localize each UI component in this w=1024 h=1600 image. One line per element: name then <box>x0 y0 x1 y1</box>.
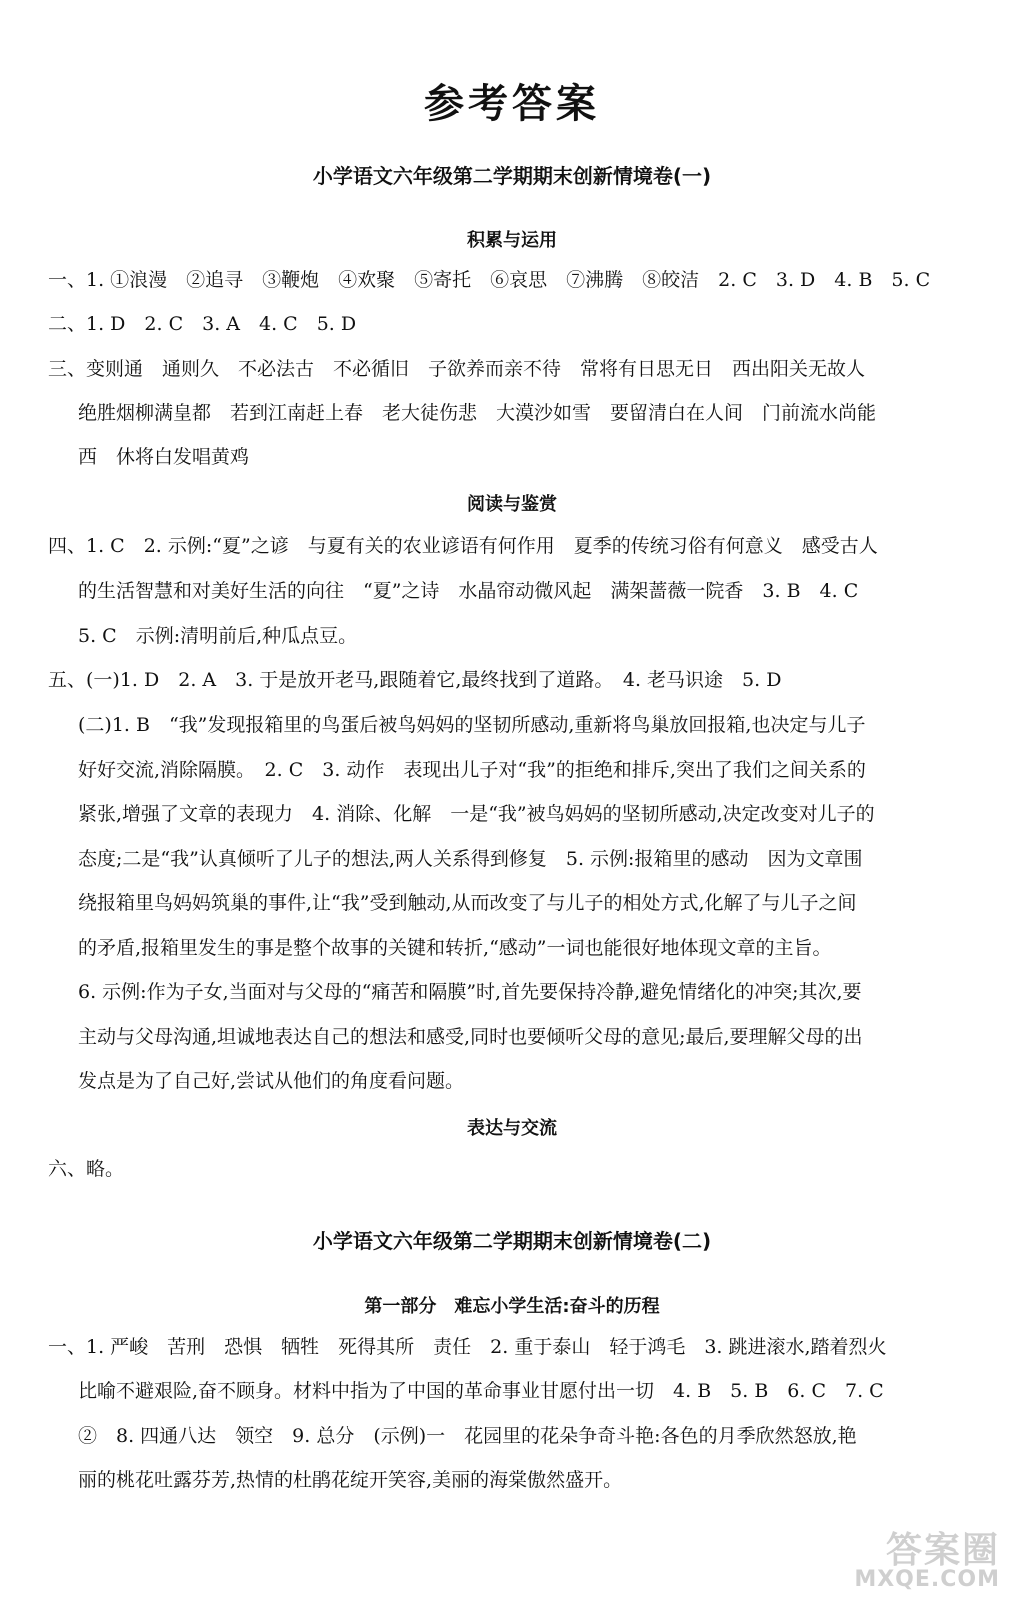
paper-1-title: 小学语文六年级第二学期期末创新情境卷(一) <box>312 164 712 188</box>
answer-line: 的生活智慧和对美好生活的向往 “夏”之诗 水晶帘动微风起 满架蔷薇一院香 3. B 4. C <box>78 580 859 602</box>
page-title: 参考答案 <box>424 81 600 127</box>
answer-line: 5. C 示例:清明前后,种瓜点豆。 <box>78 625 358 647</box>
watermark-text: 答案圈 <box>885 1530 1000 1571</box>
answer-line: 三、变则通 通则久 不必法古 不必循旧 子欲养而亲不待 常将有日思无日 西出阳关无故人 <box>48 358 866 380</box>
answer-line: 西 休将白发唱黄鸡 <box>78 446 250 468</box>
answer-line: 比喻不避艰险,奋不顾身。材料中指为了中国的革命事业甘愿付出一切 4. B 5. B 6. C 7. C <box>78 1380 884 1402</box>
section-part-one: 第一部分 难忘小学生活:奋斗的历程 <box>364 1296 660 1317</box>
answer-line: 好好交流,消除隔膜。 2. C 3. 动作 表现出儿子对“我”的拒绝和排斥,突出了我们之间关系的 <box>78 759 866 781</box>
answer-line: 一、1. ①浪漫 ②追寻 ③鞭炮 ④欢聚 ⑤寄托 ⑥哀思 ⑦沸腾 ⑧皎洁 2. C 3. D 4. B 5. C <box>48 269 931 291</box>
answer-line: 绝胜烟柳满皇都 若到江南赶上春 老大徒伤悲 大漠沙如雪 要留清白在人间 门前流水尚能 <box>78 402 877 424</box>
section-expression: 表达与交流 <box>467 1118 557 1139</box>
watermark-logo <box>846 1522 1006 1592</box>
answer-line: (二)1. B “我”发现报箱里的鸟蛋后被鸟妈妈的坚韧所感动,重新将鸟巢放回报箱,也决定与儿子 <box>78 714 866 736</box>
paper-2-title: 小学语文六年级第二学期期末创新情境卷(二) <box>312 1229 712 1253</box>
answer-line: 二、1. D 2. C 3. A 4. C 5. D <box>48 313 357 335</box>
answer-line: 一、1. 严峻 苦刑 恐惧 牺牲 死得其所 责任 2. 重于泰山 轻于鸿毛 3. 跳进滚水,踏着烈火 <box>48 1336 887 1358</box>
answer-line: 绕报箱里鸟妈妈筑巢的事件,让“我”受到触动,从而改变了与儿子的相处方式,化解了与儿子之间 <box>78 892 857 914</box>
answer-line: 态度;二是“我”认真倾听了儿子的想法,两人关系得到修复 5. 示例:报箱里的感动 因为文章围 <box>78 848 863 870</box>
answer-line: 丽的桃花吐露芬芳,热情的杜鹃花绽开笑容,美丽的海棠傲然盛开。 <box>78 1469 623 1491</box>
answer-line: 五、(一)1. D 2. A 3. 于是放开老马,跟随着它,最终找到了道路。 4. 老马识途 5. D <box>48 669 782 691</box>
section-accumulation: 积累与运用 <box>467 230 557 251</box>
section-reading: 阅读与鉴赏 <box>467 494 557 515</box>
answer-line: 四、1. C 2. 示例:“夏”之谚 与夏有关的农业谚语有何作用 夏季的传统习俗有何意义 感受古人 <box>48 535 878 557</box>
answer-line: 的矛盾,报箱里发生的事是整个故事的关键和转折,“感动”一词也能很好地体现文章的主旨。 <box>78 937 832 959</box>
answer-line: 发点是为了自己好,尝试从他们的角度看问题。 <box>78 1070 465 1092</box>
answer-line: 六、略。 <box>48 1158 125 1180</box>
answer-line: 6. 示例:作为子女,当面对与父母的“痛苦和隔膜”时,首先要保持冷静,避免情绪化的冲突;其次,要 <box>78 981 862 1003</box>
watermark-url: MXQE.COM <box>854 1567 1000 1592</box>
answer-line: 紧张,增强了文章的表现力 4. 消除、化解 一是“我”被鸟妈妈的坚韧所感动,决定改变对儿子的 <box>78 803 875 825</box>
answer-line: 主动与父母沟通,坦诚地表达自己的想法和感受,同时也要倾听父母的意见;最后,要理解父母的出 <box>78 1026 863 1048</box>
answer-line: ② 8. 四通八达 领空 9. 总分 (示例)一 花园里的花朵争奇斗艳:各色的月季欣然怒放,艳 <box>78 1425 857 1447</box>
